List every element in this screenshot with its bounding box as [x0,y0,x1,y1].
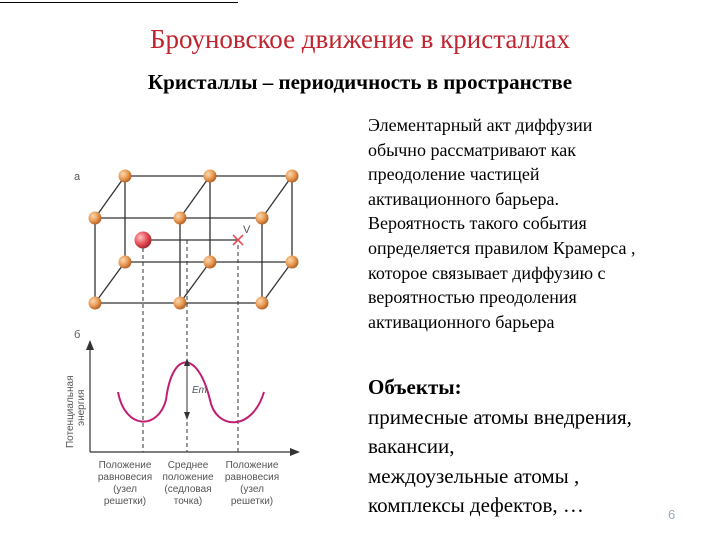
atom [174,212,187,225]
position-label: Положение [98,460,152,471]
description-paragraph [368,113,698,334]
atom [119,256,132,269]
atom [256,297,269,310]
energy-axes [86,340,300,456]
atom [286,170,299,183]
atom [204,256,217,269]
atom [204,170,217,183]
paragraph-line: Вероятность такого события [368,213,587,234]
position-label: Положение [225,460,279,471]
atom [89,297,102,310]
position-label: решетки) [230,496,274,507]
paragraph-line: Элементарный акт диффузии [368,115,593,135]
position-label: (седловая [164,484,212,495]
paragraph-line: вероятностью преодоления [368,287,577,308]
objects-heading: Объекты: [368,375,462,399]
position-label: (узел [113,484,137,495]
position-label: решетки) [103,496,147,507]
potential-curve [118,363,264,423]
objects-list [368,373,698,521]
objects-item: вакансии, [368,434,455,458]
lattice-edges [95,176,292,303]
paragraph-line: преодоление частицей [368,164,540,185]
atom [89,212,102,225]
em-arrow [184,358,190,420]
atom [119,170,132,183]
position-label: равновесия [97,472,153,483]
position-label: положение [162,472,214,483]
y-axis-label-line1: Потенциальная [65,375,76,448]
atom [286,256,299,269]
position-label: (узел [240,484,264,495]
position-label: точка) [173,496,203,507]
label-a: а [74,171,81,183]
position-labels [98,460,279,507]
slide-title: Броуновское движение в кристаллах [150,24,570,54]
paragraph-line: которое связывает диффузию с [368,262,606,283]
atom [256,212,269,225]
objects-item: междоузельные атомы , [368,463,580,488]
objects-item: примесные атомы внедрения, [368,404,632,429]
y-axis-label-line2: энергия [76,389,87,426]
interstitial-particle [135,232,152,249]
objects-item: комплексы дефектов, … [368,493,584,517]
paragraph-line: активационного барьера [368,311,555,332]
paragraph-line: обычно рассматривают как [368,139,576,160]
position-label: Среднее [167,460,209,471]
label-b: б [74,329,81,341]
label-v: V [243,224,251,236]
label-em: Em [192,385,207,396]
paragraph-line: активационного барьера. [368,188,560,209]
paragraph-line: определяется правилом Крамерса , [368,237,636,258]
atom [174,297,187,310]
slide-subtitle: Кристаллы – периодичность в пространстве [147,70,573,94]
position-label: равновесия [224,472,280,483]
page-number: 6 [668,507,676,522]
